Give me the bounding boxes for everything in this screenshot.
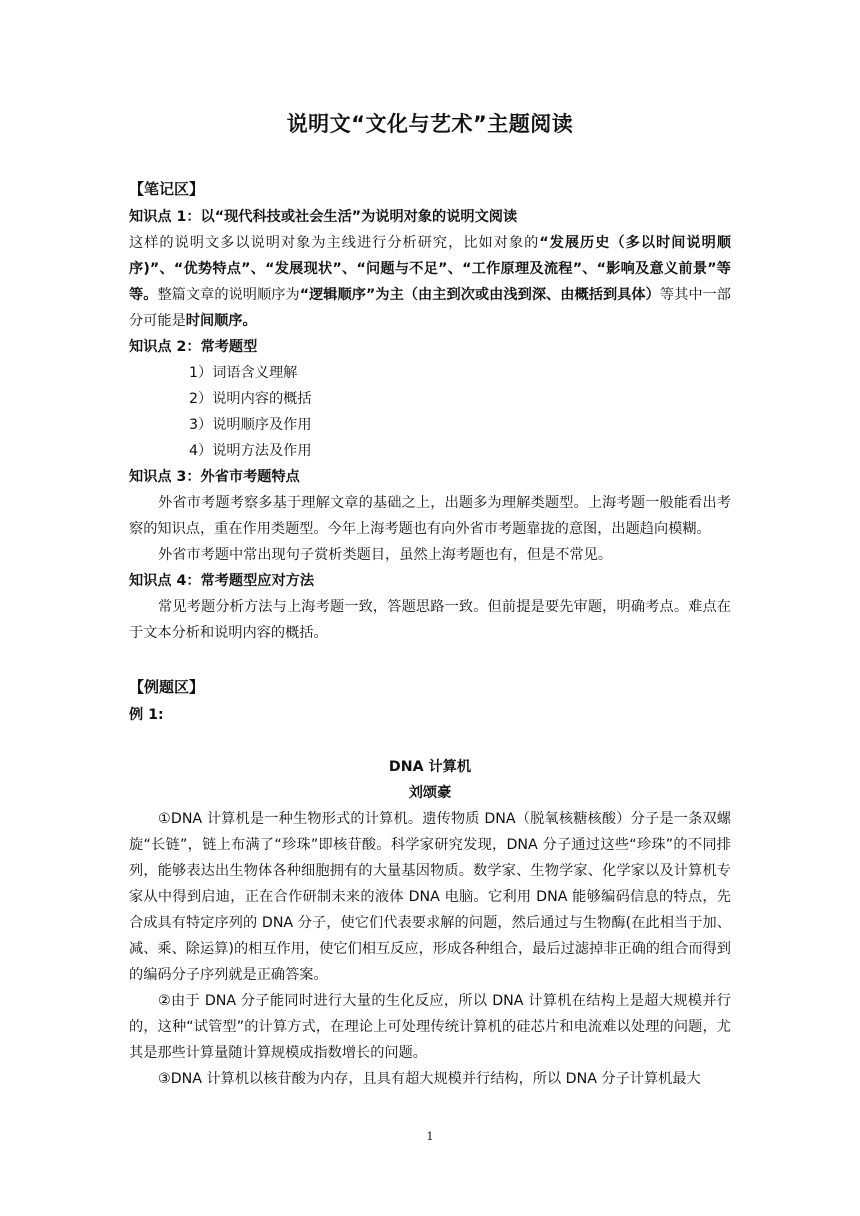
article-paragraph-3: ③DNA 计算机以核苷酸为内存，且具有超大规模并行结构，所以 DNA 分子计算机最大 [158,1071,701,1087]
notes-heading: 【笔记区】 [129,180,205,198]
kp2-item-1: 1）词语含义理解 [189,365,298,381]
article-paragraph-1: ①DNA 计算机是一种生物形式的计算机。遗传物质 DNA（脱氧核糖核酸）分子是一条双螺旋“长链”，链上布满了“珍珠”即核苷酸。科学家研究发现，DNA 分子通过这些“珍珠”的不同排列，能够表达出生物体各种细胞拥有的大量基因物质。数学家、生物学家、化学家以及计算机专家从中得到启迪，正在合作研制未来的液体 DNA 电脑。它利用 DNA 能够编码信息的特点，先合成具有特定序列的 DNA 分子，使它们代表要求解的问题，然后通过与生物酶(在此相当于加、减、乘、除运算)的相互作用，使它们相互反应，形成各种组合，最后过滤掉非正确的组合而得到的编码分子序列就是正确答案。 [129,811,731,983]
page-title: 说明文“文化与艺术”主题阅读 [286,112,574,136]
section-spacer [129,646,731,672]
kp1-text-c: 整篇文章的说明顺序为 [157,287,300,303]
kp1-paragraph [129,230,731,334]
kp1-text-d: “逻辑顺序”为主（由主到次或由浅到深、由概括到具体） [299,287,660,303]
kp2-item-4: 4）说明方法及作用 [189,443,312,459]
example-1-label: 例 1: [129,707,164,723]
article-author: 刘颂豪 [408,785,452,801]
kp4-paragraph-1: 常见考题分析方法与上海考题一致，答题思路一致。但前提是要先审题，明确考点。难点在于文本分析和说明内容的概括。 [129,599,731,641]
kp2-item-2: 2）说明内容的概括 [189,391,312,407]
examples-heading: 【例题区】 [129,678,205,696]
kp3-title: 知识点 3：外省市考题特点 [129,469,300,485]
kp1-text-a: 这样的说明文多以说明对象为主线进行分析研究，比如对象的 [129,235,540,251]
example-spacer [129,728,731,754]
document-body [129,174,731,1092]
kp1-text-f: 时间顺序。 [185,313,257,329]
kp1-text-b: “发展历史（多以时间说明顺序)”、“优势特点”、“发展现状”、“问题与不足”、“工作原理及流程”、“影响及意义前景”等等。 [129,235,731,303]
article-paragraph-2: ②由于 DNA 分子能同时进行大量的生化反应，所以 DNA 计算机在结构上是超大规模并行的，这种“试管型”的计算方式，在理论上可处理传统计算机的硅芯片和电流难以处理的问题，尤其是那些计算量随计算规模成指数增长的问题。 [129,993,731,1061]
kp2-title: 知识点 2：常考题型 [129,339,258,355]
article-title: DNA 计算机 [388,759,472,775]
kp4-title: 知识点 4：常考题型应对方法 [129,573,315,589]
page-number: 1 [426,1130,434,1143]
kp3-paragraph-2: 外省市考题中常出现句子赏析类题目，虽然上海考题也有，但是不常见。 [158,547,613,563]
kp1-title: 知识点 1：以“现代科技或社会生活”为说明对象的说明文阅读 [129,209,518,225]
kp3-paragraph-1: 外省市考题考察多基于理解文章的基础之上，出题多为理解类题型。上海考题一般能看出考察的知识点，重在作用类题型。今年上海考题也有向外省市考题靠拢的意图，出题趋向模糊。 [129,495,731,537]
kp1-text-e: 等其中一部分可能是 [129,287,731,329]
kp2-item-3: 3）说明顺序及作用 [189,417,312,433]
